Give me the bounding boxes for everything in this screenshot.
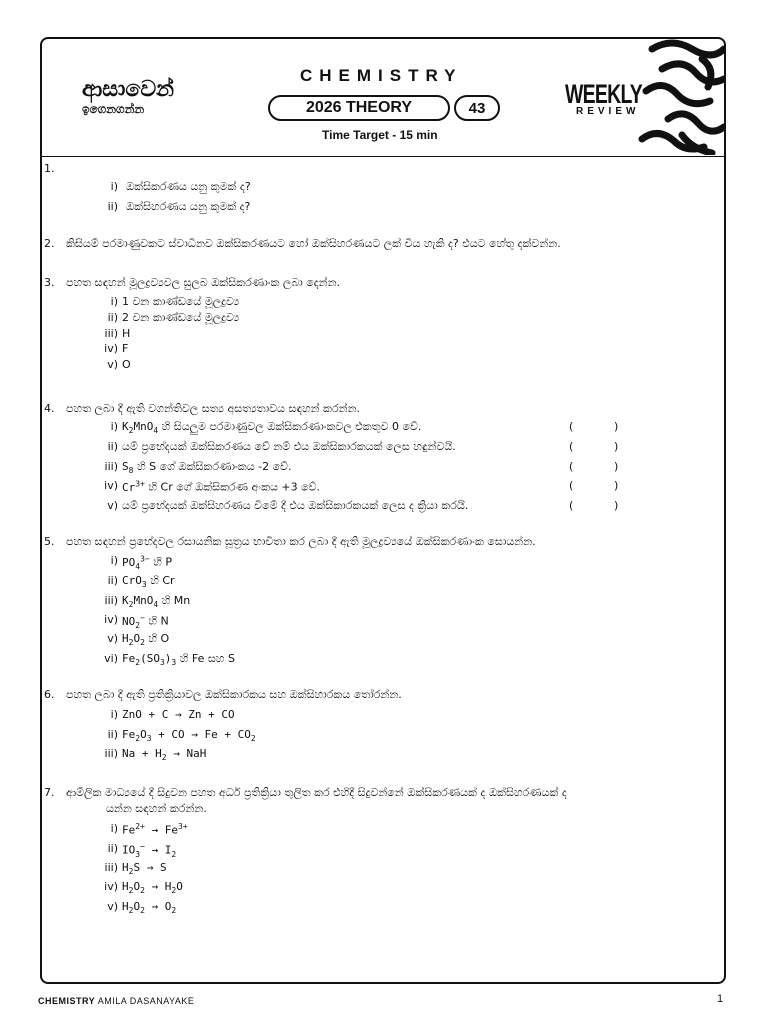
answer-paren-open: ( [569, 420, 574, 433]
q3-sub-text: 1 වන කාණ්ඩයේ මූලද්‍රව්‍ය [122, 295, 240, 308]
q7-text-line1: ආම්ලික මාධ්‍යයේ දී සිදුවන පහත අර්ධ ප්‍රතික්‍රියා තුලිත කර එහිදී සිදුවන්නේ ඔක්සිකරණයක් ද ඔක්සිහරණයක් ද [66, 786, 567, 799]
q4-sub-label: i) [110, 420, 118, 433]
q3-sub-label: v) [107, 358, 118, 371]
q3-sub-label: iii) [104, 327, 118, 340]
q3-sub-label: ii) [107, 311, 118, 324]
q6-sub-label: iii) [104, 747, 118, 760]
weekly-logo: WEEKLY [565, 79, 643, 109]
time-target: Time Target - 15 min [322, 128, 438, 142]
q5-number: 5. [44, 535, 55, 548]
q4-sub-label: iv) [104, 479, 118, 492]
q5-text: පහත සඳහන් ප්‍රභේදවල රසායනික සූත්‍රය භාවිතා කර ලබා දී ඇති මූලද්‍රව්‍යයේ ඔක්සිකරණාංක සොයන්න. [66, 535, 536, 548]
q3-sub-label: i) [110, 295, 118, 308]
q6-reaction: $Fe_2O_3$ + CO → $Fe + CO_2$ [122, 728, 256, 744]
q7-text-line2: යන්න සඳහන් කරන්න. [106, 802, 207, 815]
q5-sub-label: v) [107, 632, 118, 645]
q3-sub-text: 2 වන කාණ්ඩයේ මූලද්‍රව්‍ය [122, 311, 240, 324]
review-logo: REVIEW [576, 106, 640, 117]
q3-text: පහත සඳහන් මූලද්‍රව්‍යවල සුලබ ඔක්සිකරණාංක ලබා දෙන්න. [66, 276, 341, 289]
q1-sub-label: i) [110, 180, 118, 193]
logo-sub: ඉගෙනගන්න [82, 102, 145, 116]
q7-sub-label: v) [107, 900, 118, 913]
q4-sub-text: $S_8$ හි S ගේ ඔක්සිකරණාංකය -2 වේ. [122, 460, 292, 476]
q6-sub-label: i) [110, 708, 118, 721]
answer-paren-close: ) [614, 499, 619, 512]
decorative-pattern-icon [632, 39, 724, 155]
q5-sub-text: $NO_2^-$ හි N [122, 613, 169, 630]
q3-sub-label: iv) [104, 342, 118, 355]
q6-reaction: ZnO + C → Zn + CO [122, 708, 235, 721]
q4-sub-text: යම් ප්‍රභේදයක් ඔක්සිහරණය වීමේ දී එය ඔක්සිකාරකයක් ලෙස ද ක්‍රියා කරයි. [122, 499, 469, 512]
answer-paren-open: ( [569, 460, 574, 473]
q5-sub-text: $PO_4^{3-}$ හි P [122, 554, 173, 571]
q4-text: පහත ලබා දී ඇති වගන්තිවල සත්‍ය අසත්‍යතාවය සඳහන් කරන්න. [66, 402, 360, 415]
footer-subject: CHEMISTRY [38, 996, 96, 1006]
q6-number: 6. [44, 688, 55, 701]
q4-sub-label: ii) [107, 440, 118, 453]
page-number: 1 [717, 993, 724, 1005]
paper-title: 2026 THEORY [268, 95, 450, 121]
q7-half-reaction: $H_2S \to S$ [122, 861, 167, 877]
q5-sub-label: iv) [104, 613, 118, 626]
footer-credit [38, 996, 194, 1006]
q6-reaction: $Na + H_2$ → NaH [122, 747, 207, 763]
q3-number: 3. [44, 276, 55, 289]
q7-half-reaction: $Fe^{2+} \to Fe^{3+}$ [122, 822, 188, 837]
subject-title: CHEMISTRY [300, 66, 463, 85]
header [42, 39, 724, 157]
q4-sub-label: iii) [104, 460, 118, 473]
q4-sub-text: $Cr^{3+}$ හි Cr ගේ ඔක්සිකරණ අංකය +3 වේ. [122, 479, 321, 494]
q5-sub-label: vi) [104, 652, 118, 665]
q5-sub-text: $H_2O_2$ හි O [122, 632, 170, 648]
q7-half-reaction: $H_2O_2 \to H_2O$ [122, 880, 183, 896]
q5-sub-label: iii) [104, 594, 118, 607]
q4-sub-text: යම් ප්‍රභේදයක් ඔක්සිකරණය වේ නම් එය ඔක්සිකාරකයක් ලෙස හඳුන්වයි. [122, 440, 456, 453]
q5-sub-label: i) [110, 554, 118, 567]
logo-main: ආසාවෙන් [82, 77, 175, 102]
q4-sub-label: v) [107, 499, 118, 512]
q7-sub-label: i) [110, 822, 118, 835]
answer-paren-close: ) [614, 440, 619, 453]
q2-text: කිසියම් පරමාණුවකට ස්වාධීනව ඔක්සිකරණයට හෝ ඔක්සිහරණයට ලක් විය හැකි ද? එයට හේතු දක්වන්න. [66, 237, 561, 250]
q1-sub-text: ඔක්සිහරණය යනු කුමක් ද? [126, 200, 251, 213]
q4-sub-text: $K_2MnO_4$ හි සියලුම පරමාණුවල ඔක්සිකරණාංකවල එකතුව 0 වේ. [122, 420, 422, 436]
answer-paren-close: ) [614, 460, 619, 473]
q1-number: 1. [44, 162, 55, 175]
q7-number: 7. [44, 786, 55, 799]
q5-sub-text: CrO$_3$ හි Cr [122, 574, 175, 590]
q6-sub-label: ii) [107, 728, 118, 741]
q1-sub-text: ඔක්සිකරණය යනු කුමක් ද? [126, 180, 251, 193]
q1-sub-label: ii) [107, 200, 118, 213]
paper-number: 43 [454, 95, 500, 121]
q5-sub-label: ii) [107, 574, 118, 587]
q2-number: 2. [44, 237, 55, 250]
q7-sub-label: ii) [107, 842, 118, 855]
answer-paren-open: ( [569, 479, 574, 492]
q4-number: 4. [44, 402, 55, 415]
q5-sub-text: $K_2MnO_4$ හි Mn [122, 594, 191, 610]
q7-sub-label: iv) [104, 880, 118, 893]
q3-sub-text: H [122, 327, 131, 340]
answer-paren-open: ( [569, 499, 574, 512]
answer-paren-close: ) [614, 420, 619, 433]
q3-sub-text: F [122, 342, 129, 355]
q7-half-reaction: $IO_3^- \to I_2$ [122, 842, 177, 859]
q3-sub-text: O [122, 358, 131, 371]
q6-text: පහත ලබා දී ඇති ප්‍රතික්‍රියාවල ඔක්සිකාරකය සහ ඔක්සිහාරකය තෝරන්න. [66, 688, 402, 701]
q5-sub-text: $Fe_2(SO_3)_3$ හි Fe සහ S [122, 652, 235, 668]
q7-sub-label: iii) [104, 861, 118, 874]
answer-paren-close: ) [614, 479, 619, 492]
footer-author: AMILA DASANAYAKE [97, 996, 195, 1006]
answer-paren-open: ( [569, 440, 574, 453]
q7-half-reaction: $H_2O_2 \to O_2$ [122, 900, 177, 916]
